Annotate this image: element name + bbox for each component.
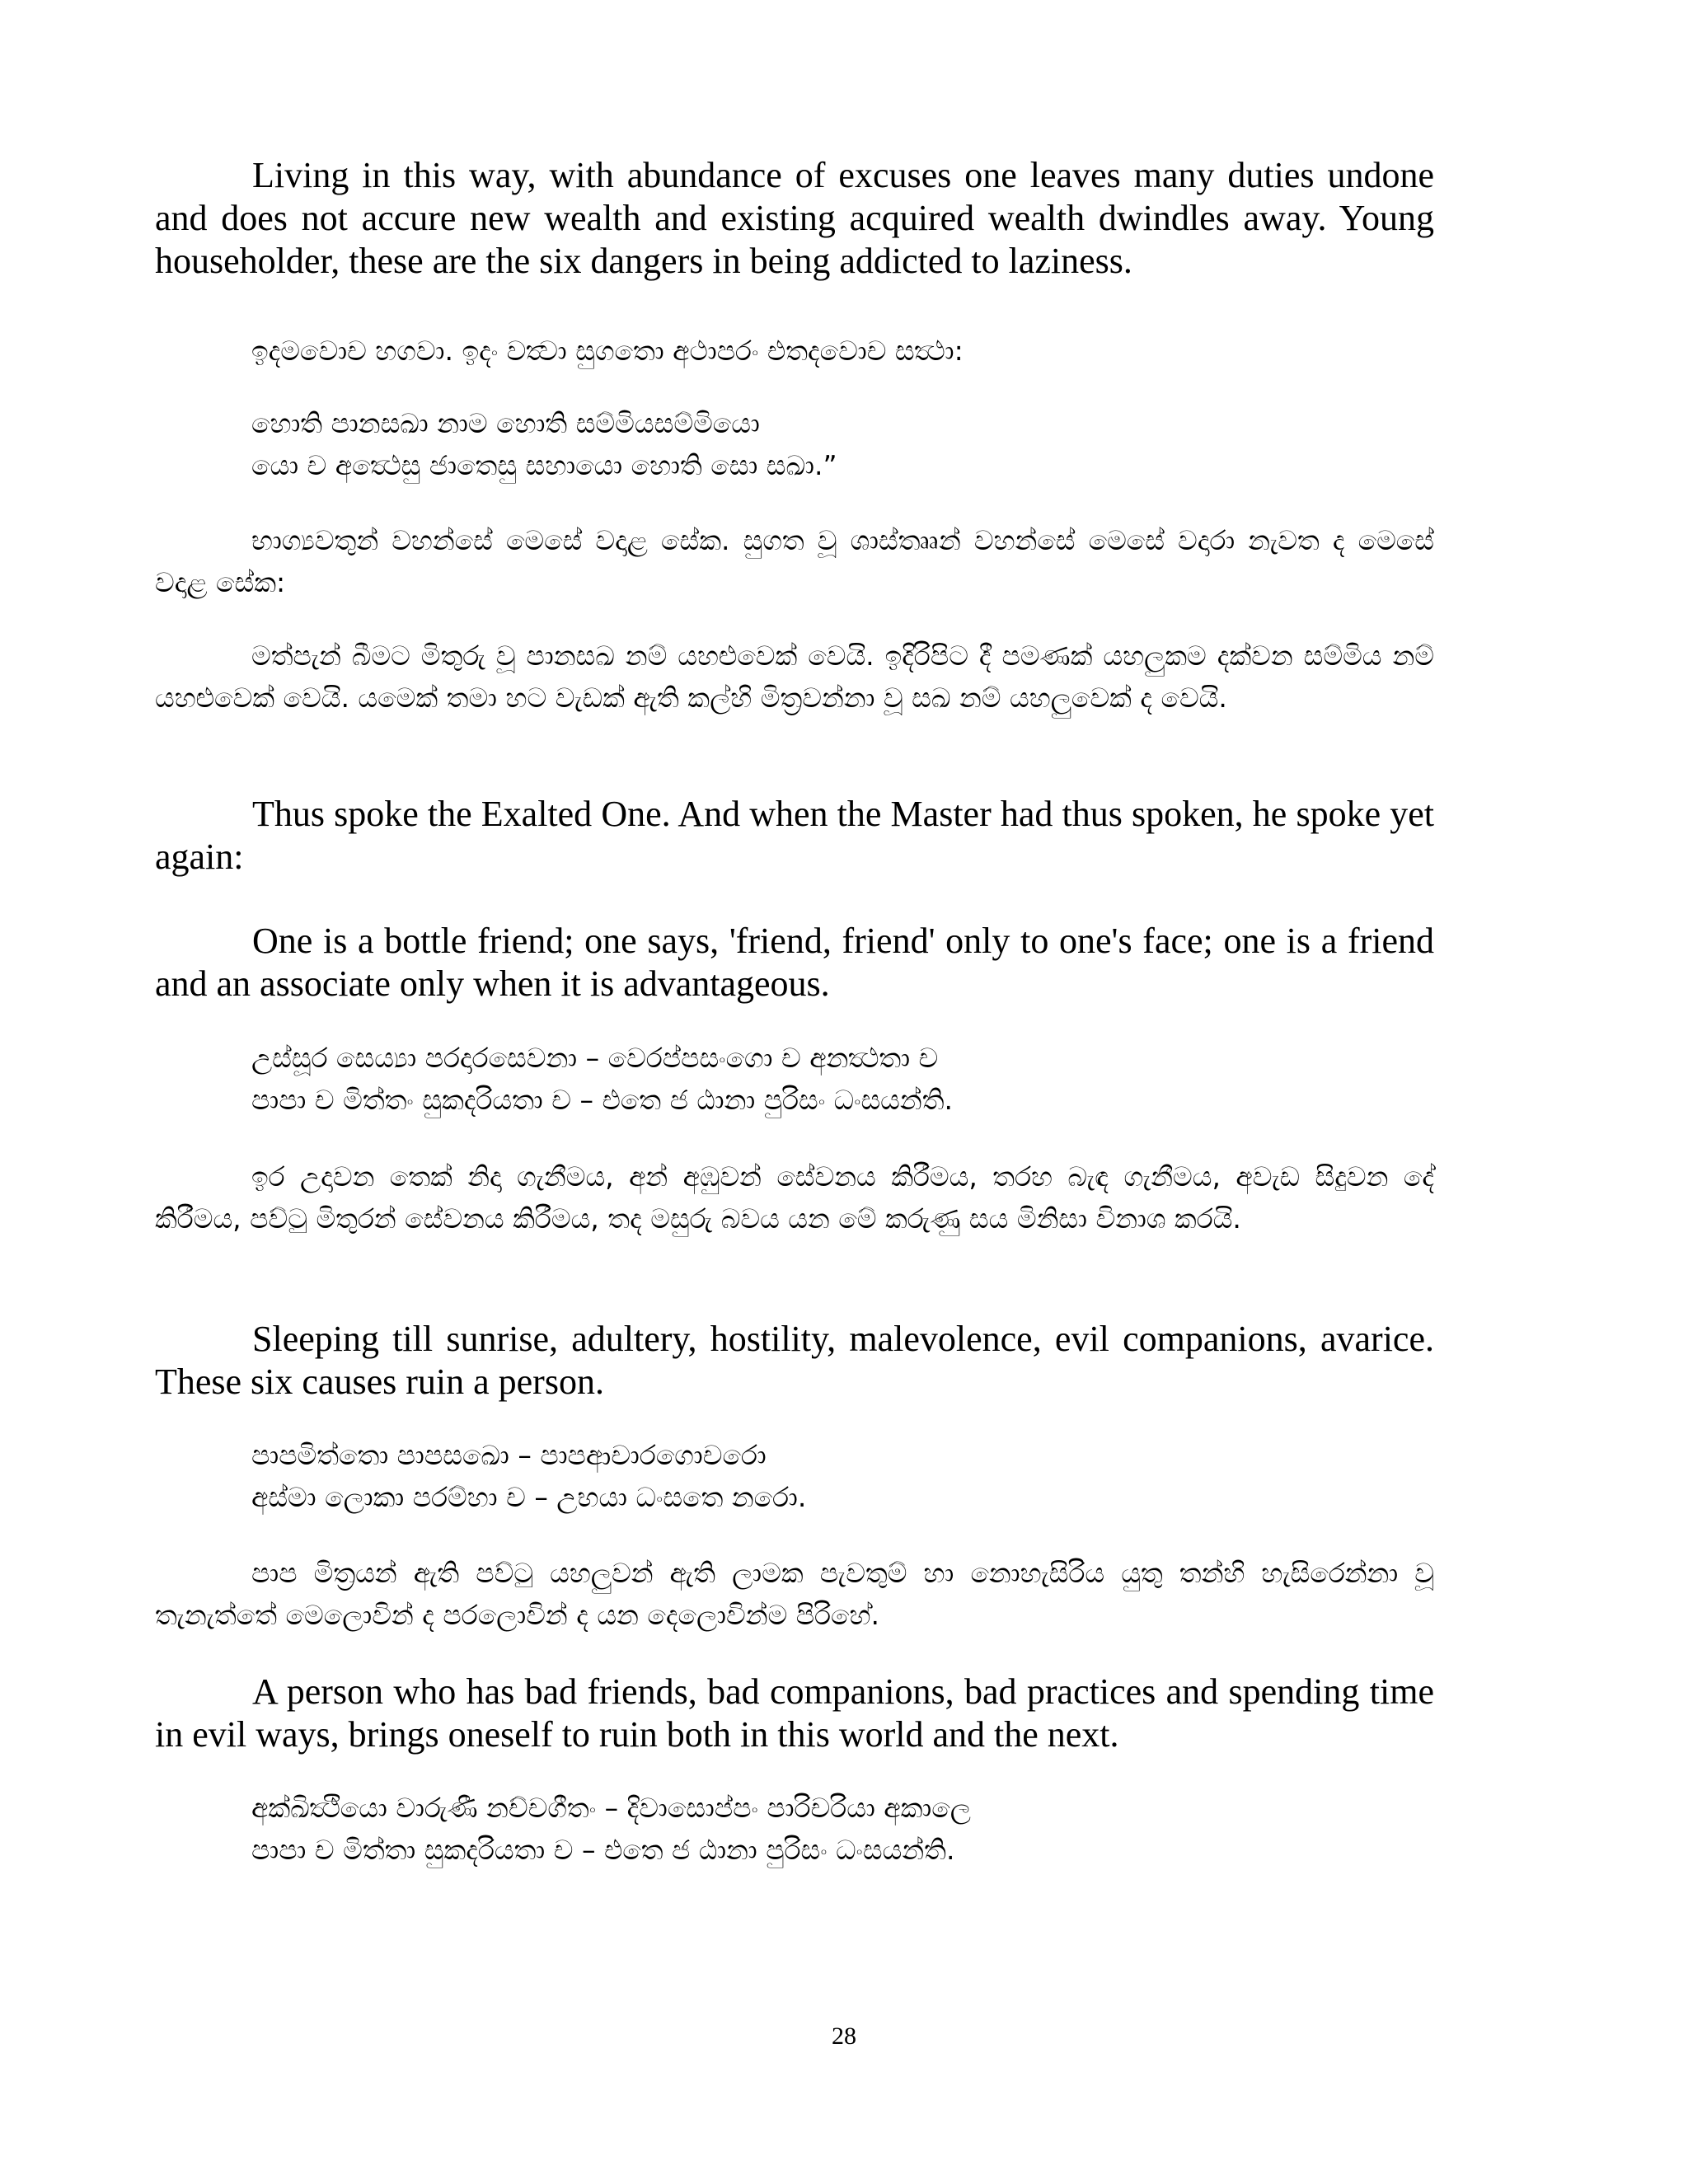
verse-line: ඉදමවොච හගවා. ඉදං වත්‍වා සුගතො අථාපරං එතදවොච සත්‍ථා: xyxy=(251,335,964,367)
verse-line: අක්ඛිත්‍ථියො වාරුණී නච්චගීතං – දිවාසොප්පං පාරිචරියා අකාලෙ xyxy=(251,1792,971,1824)
verse-line: පාපමිත්තො පාපසඛො – පාපආචාරගොචරො xyxy=(251,1439,767,1471)
sinhala-paragraph-six-causes: ඉර උදාවන තෙක් නිදා ගැනීමය, අන් අඹුවන් සේවනය කිරීමය, තරහ බැඳ ගැනීමය, අවැඩ සිදුවන දේ කිරීමය, පව්ටු මිතුරන් සේවනය කිරීමය, තද මසුරු බවය යන මේ කරුණු සය මිනිසා විනාශ කරයි. xyxy=(155,1160,1434,1235)
paragraph-bottle-friend: One is a bottle friend; one says, 'friend, friend' only to one's face; one is a friend and an associate only when it is advantageous. xyxy=(155,921,1434,1004)
paragraph-sleeping-till-sunrise: Sleeping till sunrise, adultery, hostility, malevolence, evil companions, avarice. These six causes ruin a person. xyxy=(155,1319,1434,1402)
sinhala-paragraph-evil-friends: පාප මිත්‍රයන් ඇති පව්ටු යහලුවන් ඇති ලාමක පැවතුම් හා නොහැසිරිය යුතු තන්හි හැසිරෙන්නා වූ තැනැත්තේ මෙලොවින් ද පරලොවින් ද යන දෙලොවින්ම පිරිහේ. xyxy=(155,1557,1434,1631)
sinhala-paragraph-exalted-one: භාග්‍යවතුන් වහන්සේ මෙසේ වදාළ සේක. සුගත වූ ශාස්තෲන් වහන්සේ මෙසේ වදාරා නැවත ද මෙසේ වදාළ සේක: xyxy=(155,524,1434,598)
page-number: 28 xyxy=(832,2022,856,2050)
verse-line: පාපා ච මිත්තං සුකදරියතා ච – එතෙ ජ ඨානා පුරිසං ධංසයන්ති. xyxy=(251,1084,953,1116)
verse-line: යො ච අත්‍ථෙසු ජාතෙසු සහායො හොති සො සඛා.” xyxy=(251,449,837,481)
verse-line: හොති පානසඛා නාම හොති සම්මියසම්මියො xyxy=(251,407,760,439)
verse-line: පාපා ච මිත්තා සුකදරියතා ච – එතෙ ජ ඨානා පුරිසං ධංසයන්ති. xyxy=(251,1834,955,1866)
pali-verse-intro xyxy=(251,330,1438,372)
verse-line: අස්මා ලොකා පරම්හා ච – උභයා ධංසතෙ නරො. xyxy=(251,1481,807,1513)
paragraph-thus-spoke: Thus spoke the Exalted One. And when the Master had thus spoken, he spoke yet again: xyxy=(155,794,1434,877)
paragraph-laziness-dangers: Living in this way, with abundance of excuses one leaves many duties undone and does not accure new wealth and existing acquired wealth dwindles away. Young householder, these are the six dangers in being addicted to laziness. xyxy=(155,155,1434,281)
sinhala-paragraph-friends: මත්පැන් බීමට මිතුරු වූ පානසඛ නම් යහළුවෙක් වෙයි. ඉදිරිපිට දී පමණක් යහලුකම දක්වන සම්මිය නම් යහළුවෙක් වෙයි. යමෙක් තමා හට වැඩක් ඇති කල්හි මිත්‍රවන්නා වූ සඛ නම් යහලුවෙක් ද වෙයි. xyxy=(155,640,1434,714)
paragraph-bad-friends: A person who has bad friends, bad companions, bad practices and spending time in evil ways, brings oneself to ruin both in this world and the next. xyxy=(155,1671,1434,1755)
pali-verse-six-causes xyxy=(251,1037,1438,1121)
pali-verse-friends xyxy=(251,402,1438,486)
pali-verse-evil-friends xyxy=(251,1434,1438,1518)
pali-verse-women-wine xyxy=(251,1787,1438,1871)
verse-line: උස්සූර සෙය්‍යා පරදාරසෙවනා – වෙරප්පසංගො ච අනත්‍ථතා ච xyxy=(251,1042,939,1074)
